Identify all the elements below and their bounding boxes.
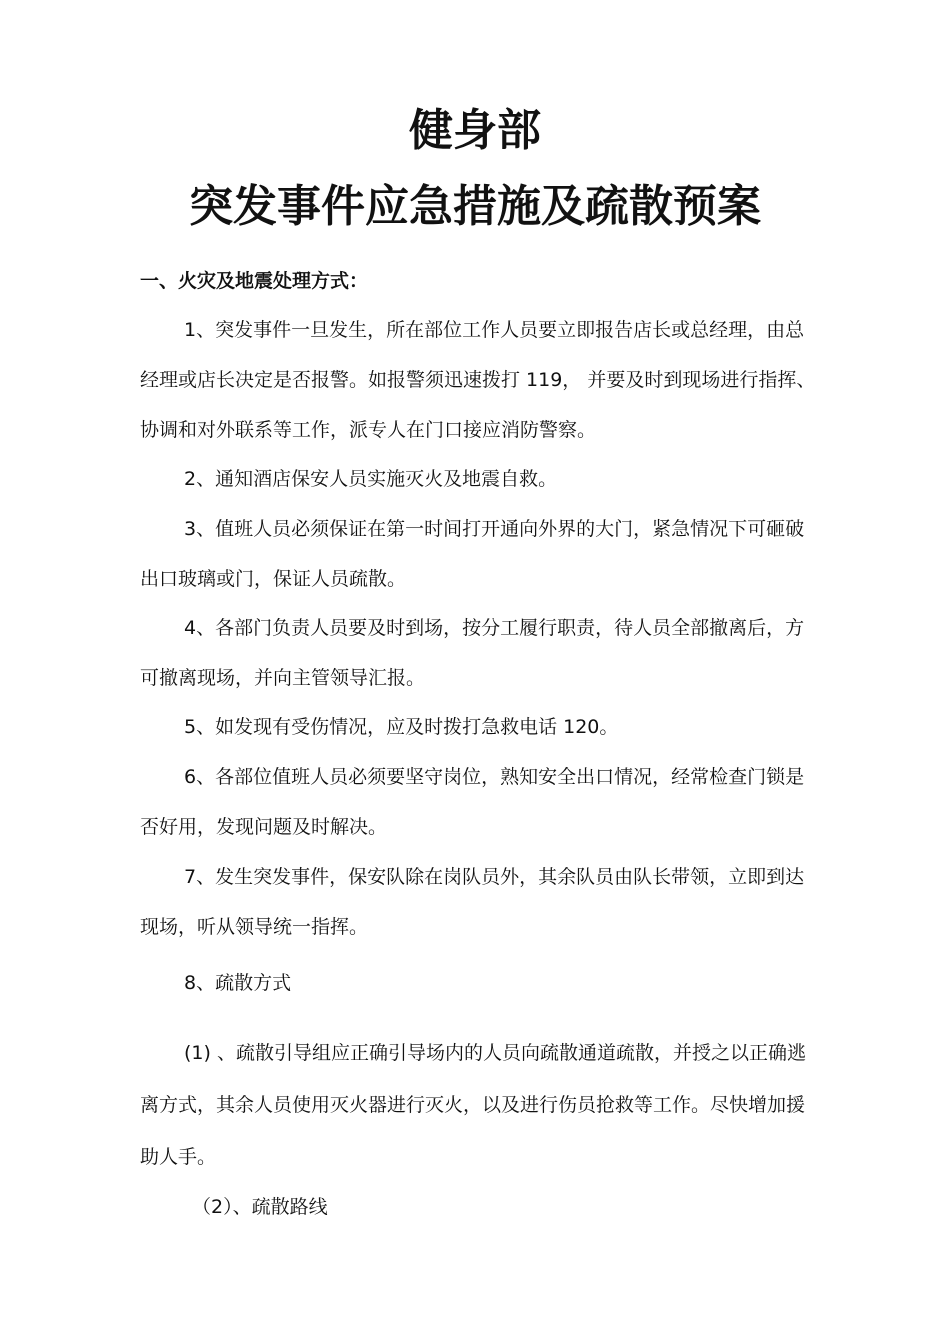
section-heading-fire-earthquake: 一、火灾及地震处理方式： <box>140 270 369 292</box>
paragraph-3: 3、值班人员必须保证在第一时间打开通向外界的大门，紧急情况下可砸破出口玻璃或门，保证人员疏散。 <box>140 518 805 590</box>
paragraph-8-2: （2）、疏散路线 <box>192 1196 328 1218</box>
paragraph-5: 5、如发现有受伤情况，应及时拨打急救电话 120。 <box>184 716 619 738</box>
paragraph-4: 4、各部门负责人员要及时到场，按分工履行职责，待人员全部撤离后，方可撤离现场，并向主管领导汇报。 <box>140 617 805 689</box>
paragraph-8: 8、疏散方式 <box>184 972 292 994</box>
paragraph-2: 2、通知酒店保安人员实施灭火及地震自救。 <box>184 468 558 490</box>
paragraph-8-1: (1) 、疏散引导组应正确引导场内的人员向疏散通道疏散，并授之以正确逃离方式，其余人员使用灭火器进行灭火，以及进行伤员抢救等工作。尽快增加援助人手。 <box>140 1042 806 1168</box>
paragraph-7: 7、发生突发事件，保安队除在岗队员外，其余队员由队长带领，立即到达现场，听从领导统一指挥。 <box>140 866 805 938</box>
document-title-line1: 健身部 <box>409 105 541 156</box>
paragraph-6: 6、各部位值班人员必须要坚守岗位，熟知安全出口情况，经常检查门锁是否好用，发现问题及时解决。 <box>140 766 805 838</box>
document-title-line2: 突发事件应急措施及疏散预案 <box>189 181 761 232</box>
paragraph-1: 1、突发事件一旦发生，所在部位工作人员要立即报告店长或总经理，由总经理或店长决定是否报警。如报警须迅速拨打 119， 并要及时到现场进行指挥、协调和对外联系等工作，派专人在门口接应消防警察。 <box>140 319 816 441</box>
